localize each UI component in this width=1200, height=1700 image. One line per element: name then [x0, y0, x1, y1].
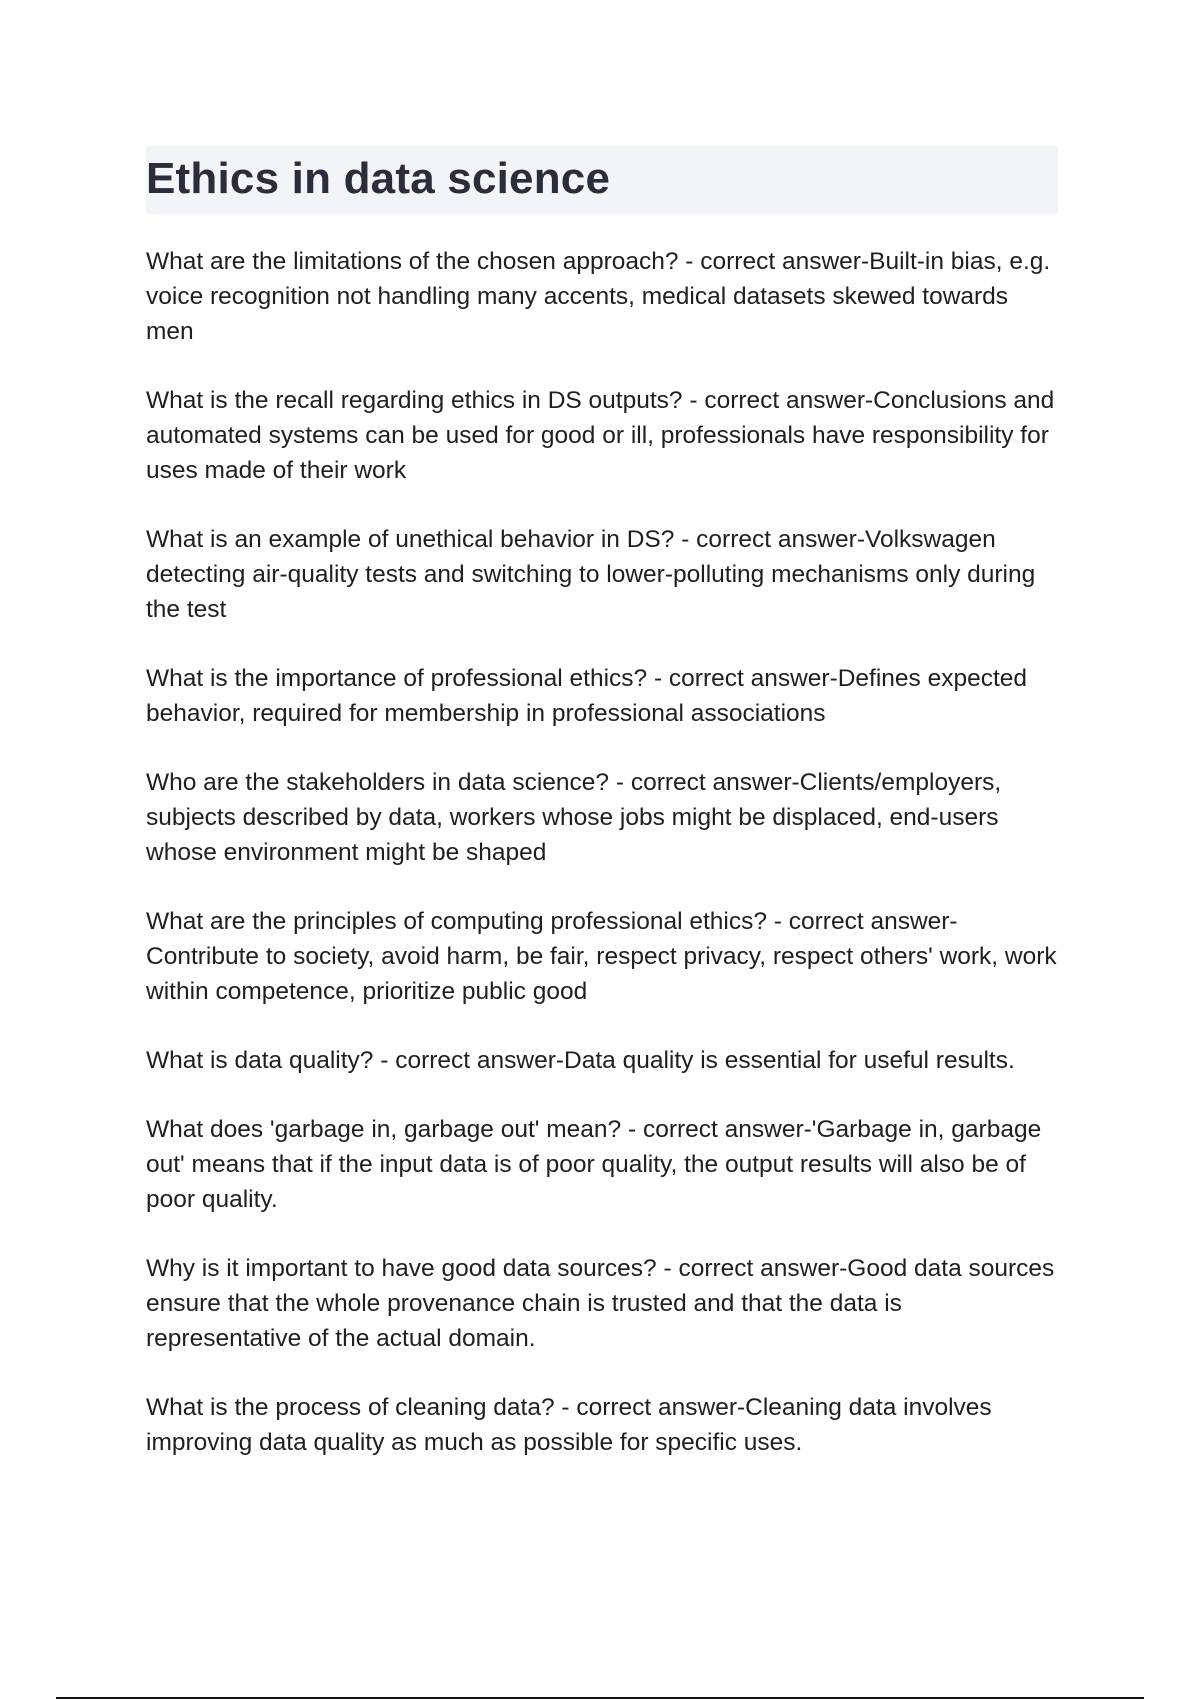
qa-item: Who are the stakeholders in data science? - correct answer-Clients/employers, subjects described by data, workers whose jobs might be displaced, end-users whose environment might be shaped	[146, 769, 1002, 866]
qa-item: What is the recall regarding ethics in DS outputs? - correct answer-Conclusions and automated systems can be used for good or ill, professionals have responsibility for uses made of their work	[146, 387, 1055, 484]
page-title: Ethics in data science	[146, 146, 1058, 214]
qa-item: Why is it important to have good data sources? - correct answer-Good data sources ensure that the whole provenance chain is trusted and that the data is representative of the actual domain.	[146, 1255, 1055, 1352]
qa-item: What is data quality? - correct answer-Data quality is essential for useful results.	[146, 1047, 1015, 1074]
qa-item: What are the limitations of the chosen approach? - correct answer-Built-in bias, e.g. voice recognition not handling many accents, medical datasets skewed towards men	[146, 248, 1051, 345]
qa-item: What is an example of unethical behavior in DS? - correct answer-Volkswagen detecting air-quality tests and switching to lower-polluting mechanisms only during the test	[146, 526, 1036, 623]
qa-item: What does 'garbage in, garbage out' mean? - correct answer-'Garbage in, garbage out' means that if the input data is of poor quality, the output results will also be of poor quality.	[146, 1116, 1042, 1213]
qa-item: What is the importance of professional ethics? - correct answer-Defines expected behavior, required for membership in professional associations	[146, 665, 1028, 727]
qa-list	[146, 244, 1061, 1494]
qa-item: What are the principles of computing professional ethics? - correct answer-Contribute to society, avoid harm, be fair, respect privacy, respect others' work, work within competence, prioritize public good	[146, 908, 1057, 1005]
footer-divider	[56, 1697, 1144, 1699]
qa-item: What is the process of cleaning data? - correct answer-Cleaning data involves improving data quality as much as possible for specific uses.	[146, 1394, 992, 1456]
